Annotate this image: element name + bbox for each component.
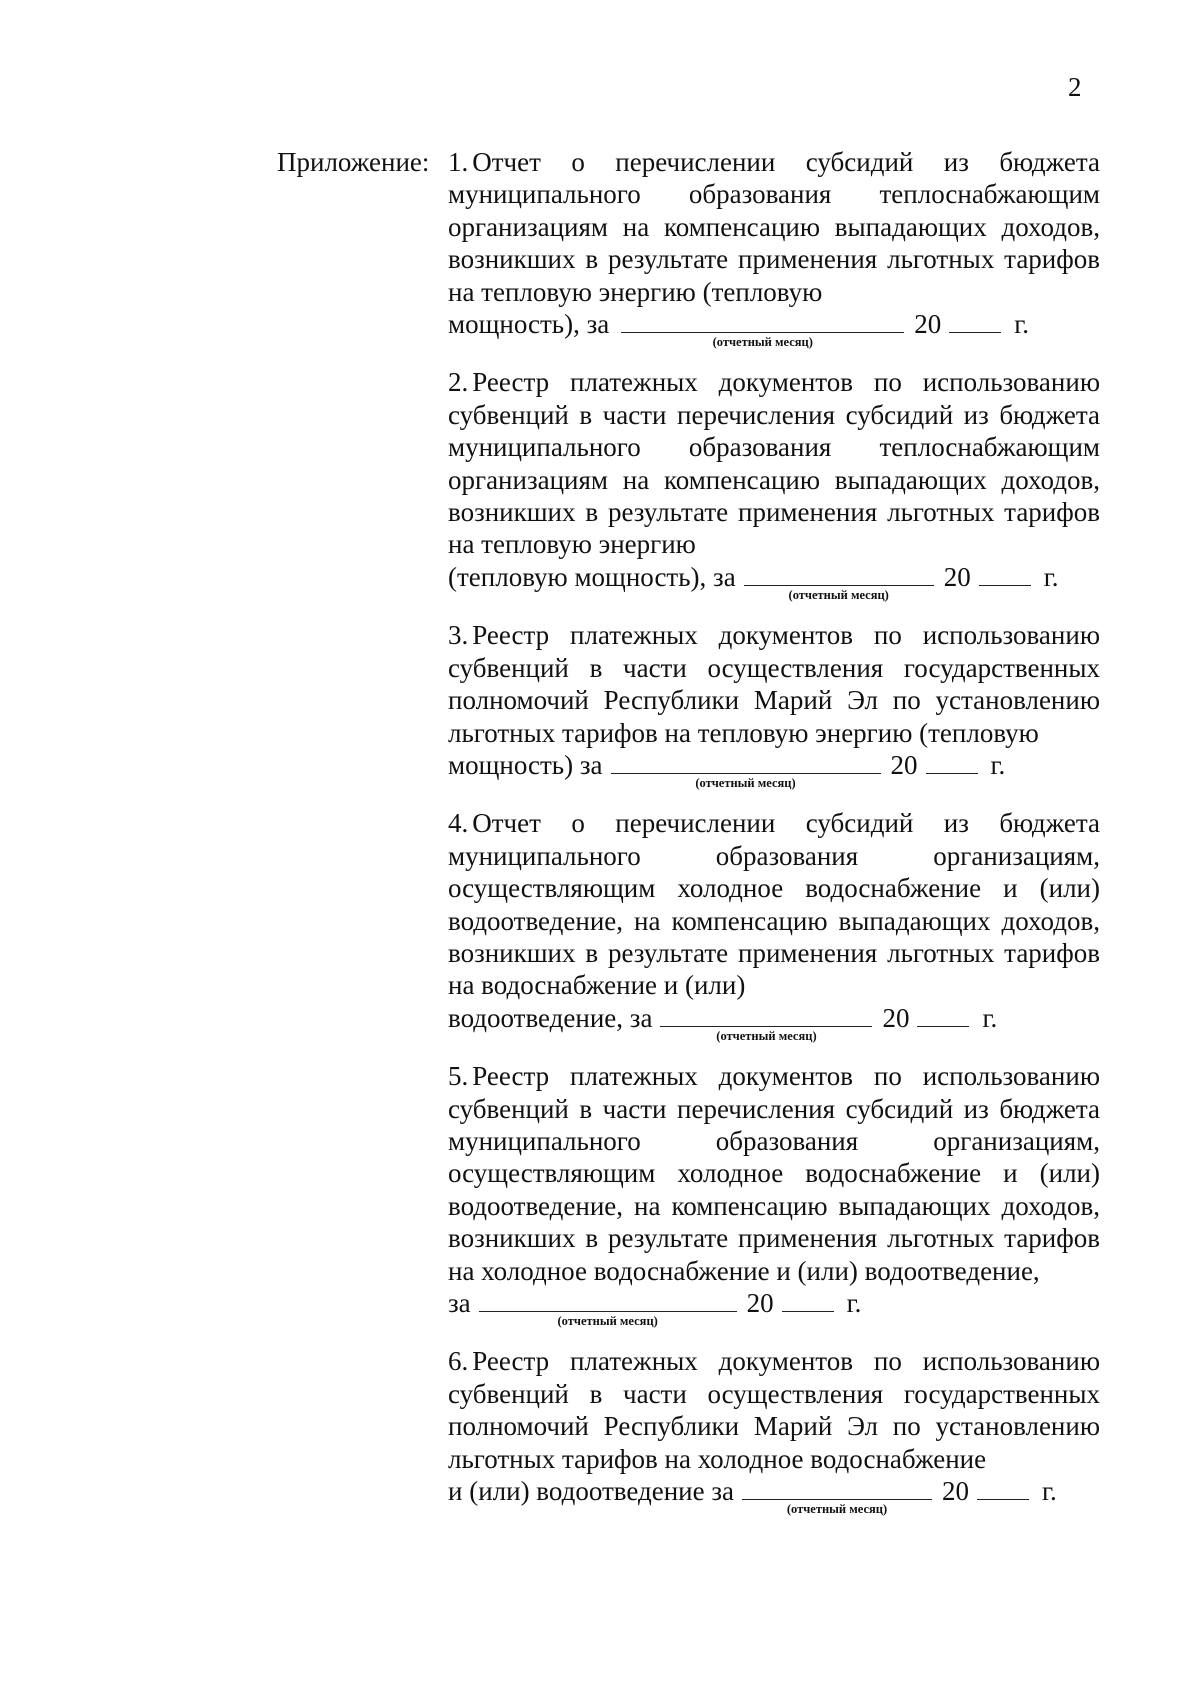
year-suffix: г. — [1014, 309, 1030, 340]
year-suffix: г. — [1042, 1476, 1057, 1507]
year-prefix: 20 — [746, 1288, 774, 1318]
year-prefix: 20 — [914, 309, 942, 340]
appendix-list — [448, 146, 1100, 1517]
fill-row — [448, 749, 1100, 790]
item-text: Реестр платежных документов по использованию субвенций в части перечисления субсидий из бюджета муниципального образования организациям, осуществляющим холодное водоснабжение и (или) водоотведение, на компенсацию выпадающих доходов, возникших в результате применения льготных тарифов на холодное водоснабжение и (или) водоотведение, — [448, 1061, 1100, 1286]
fill-row — [448, 561, 1100, 602]
item-tail: мощность), за — [448, 309, 610, 340]
item-number: 1. — [448, 147, 469, 177]
year-blank[interactable] — [917, 1002, 969, 1027]
item-text: Реестр платежных документов по использованию субвенций в части осуществления государственных полномочий Республики Марий Эл по установлению льготных тарифов на холодное водоснабжение — [448, 1346, 1100, 1474]
year-blank[interactable] — [782, 1287, 834, 1312]
month-blank[interactable] — [611, 749, 881, 790]
year-suffix: г. — [1043, 561, 1059, 592]
item-tail: водоотведение, за — [448, 1002, 653, 1033]
item-tail: за — [448, 1288, 471, 1318]
item-text: Реестр платежных документов по использованию субвенций в части перечисления субсидий из бюджета муниципального образования теплоснабжающим организациям на компенсацию выпадающих доходов, возникших в результате применения льготных тарифов на тепловую энергию — [448, 367, 1100, 560]
year-prefix: 20 — [943, 561, 971, 592]
fill-row — [448, 1002, 1100, 1043]
month-hint: (отчетный месяц) — [695, 775, 796, 790]
appendix-item-3 — [448, 619, 1100, 790]
appendix-item-4 — [448, 807, 1100, 1043]
year-suffix: г. — [990, 749, 1006, 780]
item-tail: (тепловую мощность), за — [448, 561, 736, 592]
month-blank[interactable] — [621, 308, 904, 350]
month-hint: (отчетный месяц) — [788, 587, 889, 602]
month-blank[interactable] — [744, 561, 934, 602]
year-suffix: г. — [982, 1002, 998, 1033]
item-number: 5. — [448, 1061, 469, 1092]
item-text: Отчет о перечислении субсидий из бюджета муниципального образования теплоснабжающим организациям на компенсацию выпадающих доходов, возникших в результате применения льготных тарифов на тепловую энергию (тепловую — [448, 147, 1100, 307]
item-text: Реестр платежных документов по использованию субвенций в части осуществления государственных полномочий Республики Марий Эл по установлению льготных тарифов на тепловую энергию (тепловую — [448, 620, 1100, 748]
item-number: 2. — [448, 367, 469, 398]
month-hint: (отчетный месяц) — [716, 1028, 817, 1043]
page-number: 2 — [1068, 72, 1082, 102]
item-number: 4. — [448, 808, 469, 839]
item-tail: мощность) за — [448, 749, 603, 780]
month-blank[interactable] — [742, 1475, 932, 1517]
year-prefix: 20 — [882, 1002, 910, 1033]
appendix-item-2 — [448, 366, 1100, 602]
year-prefix: 20 — [942, 1476, 969, 1507]
appendix-item-6 — [448, 1345, 1100, 1517]
item-number: 6. — [448, 1346, 469, 1377]
item-tail: и (или) водоотведение за — [448, 1476, 734, 1507]
month-hint: (отчетный месяц) — [786, 1502, 888, 1517]
year-blank[interactable] — [949, 308, 1001, 333]
year-blank[interactable] — [926, 749, 978, 774]
appendix-item-5 — [448, 1060, 1100, 1328]
item-text: Отчет о перечислении субсидий из бюджета муниципального образования организациям, осуществляющим холодное водоснабжение и (или) водоотведение, на компенсацию выпадающих доходов, возникших в результате применения льготных тарифов на водоснабжение и (или) — [448, 808, 1100, 1001]
month-blank[interactable] — [660, 1002, 872, 1043]
appendix-label: Приложение: — [277, 147, 430, 177]
item-number: 3. — [448, 620, 469, 651]
fill-row — [448, 1475, 1100, 1517]
fill-row — [448, 308, 1100, 350]
year-blank[interactable] — [979, 561, 1031, 586]
year-suffix: г. — [846, 1288, 862, 1318]
month-blank[interactable] — [479, 1287, 737, 1328]
fill-row — [448, 1287, 1100, 1328]
year-blank[interactable] — [977, 1475, 1029, 1500]
month-hint: (отчетный месяц) — [712, 335, 813, 350]
year-prefix: 20 — [890, 749, 918, 780]
appendix-item-1 — [448, 146, 1100, 350]
month-hint: (отчетный месяц) — [557, 1314, 658, 1328]
